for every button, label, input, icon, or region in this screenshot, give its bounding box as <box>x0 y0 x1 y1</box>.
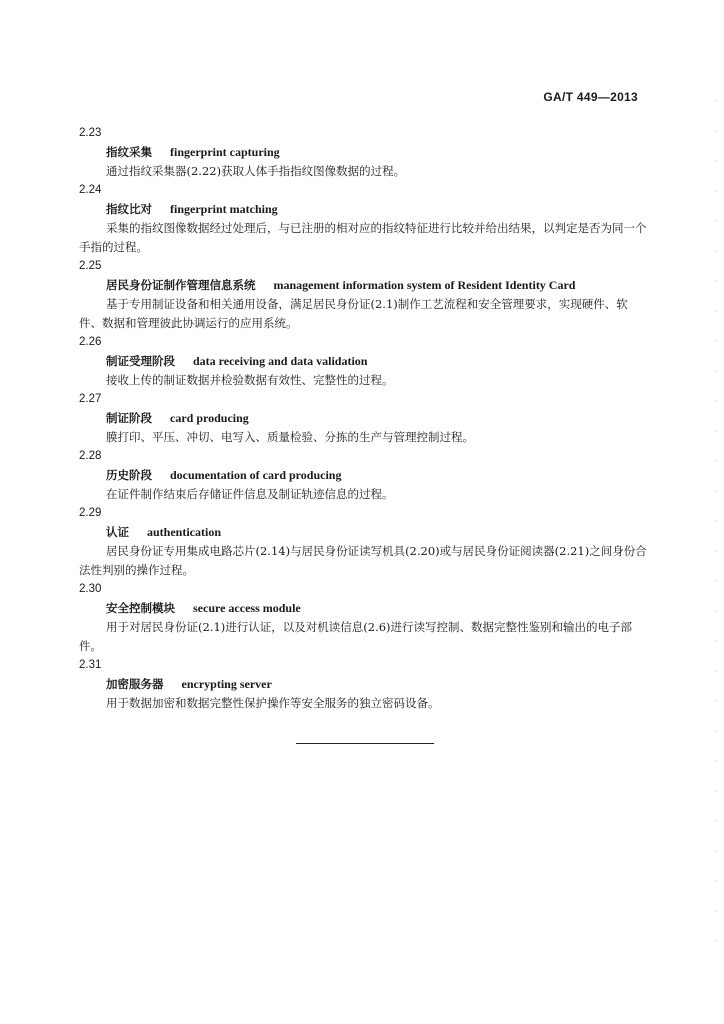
term-definition: 在证件制作结束后存储证件信息及制证轨迹信息的过程。 <box>106 487 394 501</box>
entry-number: 2.31 <box>79 659 102 671</box>
term-definition: 接收上传的制证数据并检验数据有效性、完整性的过程。 <box>106 373 394 387</box>
term-definition: 用于数据加密和数据完整性保护操作等安全服务的独立密码设备。 <box>106 696 440 710</box>
term-definition: 基于专用制证设备和相关通用设备，满足居民身份证(2.1)制作工艺流程和安全管理要求，实现硬件、软件、数据和管理彼此协调运行的应用系统。 <box>79 297 628 330</box>
term-en: card producing <box>170 411 249 425</box>
end-rule <box>296 743 434 744</box>
term-en: fingerprint matching <box>170 202 278 216</box>
term-line <box>79 599 649 618</box>
term-zh: 历史阶段 <box>106 468 152 482</box>
term-en: fingerprint capturing <box>170 145 280 159</box>
term-line <box>79 409 649 428</box>
entry-number: 2.30 <box>79 583 102 595</box>
term-line <box>79 466 649 485</box>
term-entry <box>79 504 649 580</box>
term-entry <box>79 333 649 390</box>
scan-edge-marks <box>715 100 716 960</box>
term-zh: 安全控制模块 <box>106 601 175 615</box>
entry-number: 2.24 <box>79 184 102 196</box>
term-zh: 制证阶段 <box>106 411 152 425</box>
term-definition: 用于对居民身份证(2.1)进行认证，以及对机读信息(2.6)进行读写控制、数据完整性鉴别和输出的电子部件。 <box>79 620 633 653</box>
term-line <box>79 276 649 295</box>
term-zh: 制证受理阶段 <box>106 354 175 368</box>
term-line <box>79 352 649 371</box>
term-entry <box>79 181 649 257</box>
term-zh: 居民身份证制作管理信息系统 <box>106 278 256 292</box>
term-en: secure access module <box>193 601 301 615</box>
term-zh: 加密服务器 <box>106 677 164 691</box>
term-definition: 膜打印、平压、冲切、电写入、质量检验、分拣的生产与管理控制过程。 <box>106 430 474 444</box>
term-zh: 指纹比对 <box>106 202 152 216</box>
term-entry <box>79 124 649 181</box>
term-en: authentication <box>147 525 222 539</box>
term-en: data receiving and data validation <box>193 354 368 368</box>
term-line <box>79 523 649 542</box>
standard-number: GA/T 449—2013 <box>543 90 638 104</box>
term-definition: 采集的指纹图像数据经过处理后，与已注册的相对应的指纹特征进行比较并给出结果，以判定是否为同一个手指的过程。 <box>79 221 647 254</box>
entry-number: 2.27 <box>79 393 102 405</box>
term-definition: 通过指纹采集器(2.22)获取人体手指指纹图像数据的过程。 <box>106 164 406 178</box>
term-zh: 指纹采集 <box>106 145 152 159</box>
term-entry <box>79 390 649 447</box>
terms-list <box>79 124 649 713</box>
term-en: documentation of card producing <box>170 468 342 482</box>
entry-number: 2.29 <box>79 507 102 519</box>
term-entry <box>79 656 649 713</box>
term-line <box>79 143 649 162</box>
term-definition: 居民身份证专用集成电路芯片(2.14)与居民身份证读写机具(2.20)或与居民身份证阅读器(2.21)之间身份合法性判别的操作过程。 <box>79 544 647 577</box>
term-line <box>79 200 649 219</box>
term-en: management information system of Resident Identity Card <box>273 278 576 292</box>
entry-number: 2.28 <box>79 450 102 462</box>
entry-number: 2.23 <box>79 127 102 139</box>
term-entry <box>79 580 649 656</box>
term-zh: 认证 <box>106 525 129 539</box>
term-line <box>79 675 649 694</box>
term-entry <box>79 257 649 333</box>
entry-number: 2.25 <box>79 260 102 272</box>
term-entry <box>79 447 649 504</box>
entry-number: 2.26 <box>79 336 102 348</box>
term-en: encrypting server <box>181 677 272 691</box>
